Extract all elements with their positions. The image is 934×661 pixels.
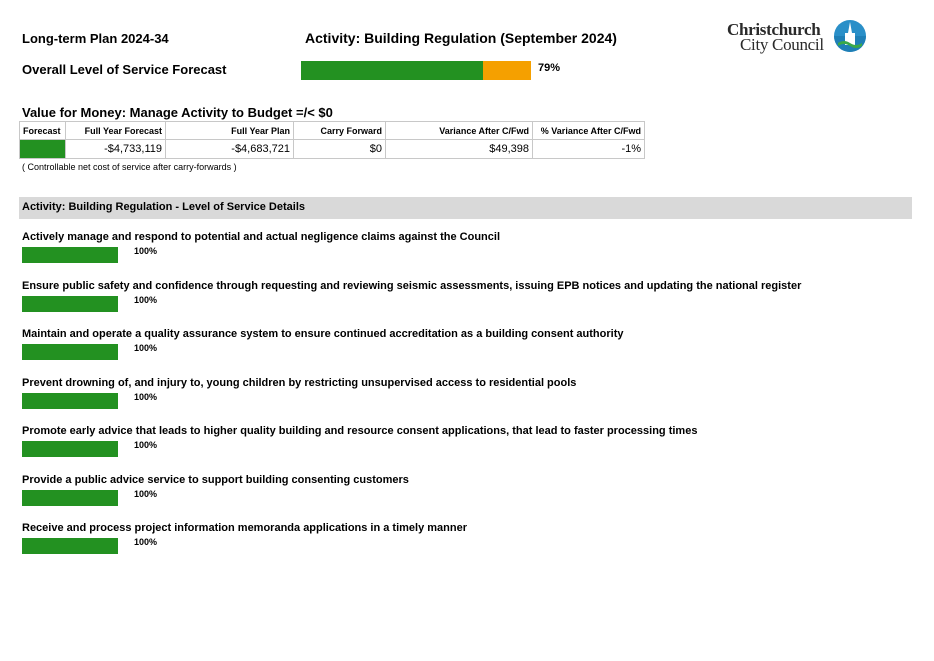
value-for-money-table	[19, 121, 645, 159]
los-item-progress-bar	[22, 490, 118, 506]
value-for-money-title: Value for Money: Manage Activity to Budget =/< $0	[22, 105, 333, 120]
overall-los-label: Overall Level of Service Forecast	[22, 62, 227, 77]
los-item-progress-bar	[22, 247, 118, 263]
details-section-title: Activity: Building Regulation - Level of Service Details	[22, 201, 306, 213]
los-item-progress-bar	[22, 393, 118, 409]
cell-pct-variance: -1%	[533, 140, 645, 159]
cell-carry-forward: $0	[294, 140, 386, 159]
overall-los-progress-fill	[301, 61, 483, 80]
col-pct-variance: % Variance After C/Fwd	[533, 122, 645, 140]
table-header-row	[20, 122, 645, 140]
los-item-percent: 100%	[134, 392, 158, 402]
los-item-progress-bar	[22, 296, 118, 312]
los-item-percent: 100%	[134, 489, 158, 499]
details-section-header	[19, 197, 912, 219]
los-item-percent: 100%	[134, 295, 158, 305]
los-item-percent: 100%	[134, 246, 158, 256]
los-item-progress-bar	[22, 538, 118, 554]
logo-line1: Christchurch	[727, 20, 821, 39]
logo-line2: City Council	[740, 35, 824, 54]
los-item-progress-bar	[22, 344, 118, 360]
los-item-percent: 100%	[134, 440, 158, 450]
los-item-percent: 100%	[134, 537, 158, 547]
cell-variance: $49,398	[386, 140, 533, 159]
cell-full-year-plan: -$4,683,721	[166, 140, 294, 159]
los-item-title: Ensure public safety and confidence through requesting and reviewing seismic assessments, issuing EPB notices and updating the national register	[22, 280, 802, 292]
col-variance: Variance After C/Fwd	[386, 122, 533, 140]
col-forecast: Forecast	[20, 122, 66, 140]
los-item-title: Promote early advice that leads to higher quality building and resource consent applications, that lead to faster processing times	[22, 425, 698, 437]
value-for-money-note: ( Controllable net cost of service after carry-forwards )	[22, 162, 237, 172]
cathedral-logo-icon	[833, 19, 867, 53]
table-row	[20, 140, 645, 159]
los-item-progress-fill	[22, 393, 118, 409]
activity-title: Activity: Building Regulation (September 2024)	[305, 30, 617, 46]
col-full-year-plan: Full Year Plan	[166, 122, 294, 140]
los-item-progress-bar	[22, 441, 118, 457]
los-item-progress-fill	[22, 296, 118, 312]
overall-los-progress-bar	[301, 61, 531, 80]
council-logo	[727, 18, 867, 58]
cell-full-year-forecast: -$4,733,119	[66, 140, 166, 159]
los-item-title: Receive and process project information memoranda applications in a timely manner	[22, 522, 468, 534]
los-item-title: Prevent drowning of, and injury to, young children by restricting unsupervised access to residential pools	[22, 377, 577, 389]
los-item-progress-fill	[22, 441, 118, 457]
plan-title: Long-term Plan 2024-34	[22, 31, 169, 46]
los-item-title: Maintain and operate a quality assurance system to ensure continued accreditation as a building consent authority	[22, 328, 624, 340]
overall-los-percent: 79%	[538, 62, 561, 74]
los-item-percent: 100%	[134, 343, 158, 353]
los-item-title: Provide a public advice service to support building consenting customers	[22, 474, 409, 486]
forecast-status-swatch	[20, 140, 66, 159]
col-carry-forward: Carry Forward	[294, 122, 386, 140]
los-item-title: Actively manage and respond to potential and actual negligence claims against the Council	[22, 231, 500, 243]
los-item-progress-fill	[22, 490, 118, 506]
los-item-progress-fill	[22, 247, 118, 263]
los-item-progress-fill	[22, 538, 118, 554]
los-item-progress-fill	[22, 344, 118, 360]
col-full-year-forecast: Full Year Forecast	[66, 122, 166, 140]
